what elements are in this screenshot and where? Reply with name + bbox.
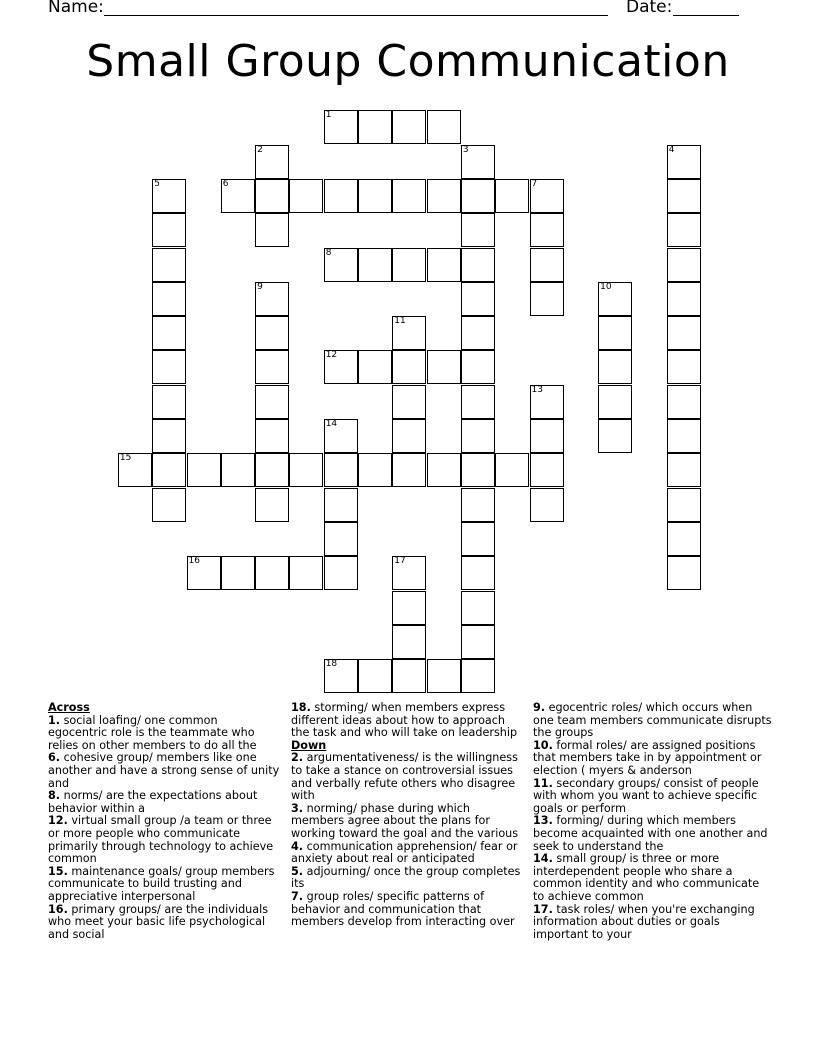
clue-item-text: egocentric roles/ which occurs when one team members communicate disrupts the groups [533, 701, 772, 740]
clue-item [533, 853, 773, 903]
grid-cell[interactable] [324, 453, 358, 487]
clue-number: 3 [462, 144, 469, 155]
clue-number: 6 [222, 178, 229, 189]
clue-item-number: 2. [291, 751, 304, 765]
grid-cell[interactable] [324, 522, 358, 556]
grid-cell[interactable] [461, 282, 495, 316]
grid-cell[interactable] [461, 316, 495, 350]
grid-cell[interactable] [255, 556, 289, 590]
grid-cell[interactable] [324, 248, 358, 282]
clue-item [291, 841, 523, 866]
grid-cell[interactable] [152, 248, 186, 282]
grid-cell[interactable] [427, 248, 461, 282]
grid-cell[interactable] [152, 350, 186, 384]
date-label: Date: [626, 0, 673, 17]
clue-number: 5 [154, 178, 160, 189]
clue-item-number: 5. [291, 864, 304, 878]
grid-cell[interactable] [152, 453, 186, 487]
grid-cell[interactable] [152, 419, 186, 453]
clue-number: 18 [325, 659, 338, 670]
clue-number: 16 [188, 556, 200, 567]
grid-cell[interactable] [530, 419, 564, 453]
clue-item-text: forming/ during which members become acquainted with one another and seek to understand the [533, 814, 768, 853]
grid-cell[interactable] [461, 350, 495, 384]
clue-item [533, 778, 773, 816]
clue-item-number: 11. [533, 776, 553, 790]
grid-cell[interactable] [255, 453, 289, 487]
clue-item-text: norms/ are the expectations about behavior within a [48, 789, 258, 815]
clue-number: 1 [325, 110, 332, 121]
clue-item-number: 17. [533, 902, 553, 916]
grid-cell[interactable] [667, 248, 701, 282]
grid-cell[interactable] [530, 385, 564, 419]
grid-cell[interactable] [152, 316, 186, 350]
grid-cell[interactable] [392, 591, 426, 625]
clue-item-number: 8. [48, 789, 61, 803]
clue-number: 11 [394, 316, 406, 327]
grid-cell[interactable] [461, 419, 495, 453]
grid-cell[interactable] [152, 385, 186, 419]
grid-cell[interactable] [392, 316, 426, 350]
clue-item-number: 12. [48, 814, 68, 828]
grid-cell[interactable] [152, 179, 186, 213]
grid-cell[interactable] [427, 110, 461, 144]
grid-cell[interactable] [667, 556, 701, 590]
grid-cell[interactable] [118, 453, 152, 487]
grid-cell[interactable] [187, 556, 221, 590]
grid-cell[interactable] [461, 556, 495, 590]
grid-cell[interactable] [461, 248, 495, 282]
name-label: Name: [48, 0, 104, 17]
grid-cell[interactable] [667, 282, 701, 316]
clue-item-number: 16. [48, 902, 68, 916]
grid-cell[interactable] [461, 522, 495, 556]
clue-number: 2 [257, 144, 263, 155]
grid-cell[interactable] [221, 179, 255, 213]
grid-cell[interactable] [358, 453, 392, 487]
grid-cell[interactable] [392, 385, 426, 419]
grid-cell[interactable] [530, 179, 564, 213]
clue-item [533, 815, 773, 853]
grid-cell[interactable] [530, 282, 564, 316]
clue-item-text: storming/ when members express different ideas about how to approach the task and who will take on leadership [291, 701, 518, 740]
grid-cell[interactable] [598, 282, 632, 316]
grid-cell[interactable] [392, 625, 426, 659]
clue-item-number: 14. [533, 852, 553, 866]
clue-item [291, 803, 523, 841]
grid-cell[interactable] [324, 179, 358, 213]
grid-cell[interactable] [461, 385, 495, 419]
grid-cell[interactable] [324, 110, 358, 144]
down-clue-list-cont [533, 702, 773, 941]
grid-cell[interactable] [667, 522, 701, 556]
clue-item [48, 815, 280, 865]
clue-item [48, 866, 280, 904]
grid-cell[interactable] [255, 350, 289, 384]
clue-number: 10 [600, 281, 612, 292]
clue-item-text: small group/ is three or more interdependent people who share a common identity and who communicate to achieve common [533, 852, 760, 903]
grid-cell[interactable] [461, 488, 495, 522]
grid-cell[interactable] [358, 110, 392, 144]
clue-item-text: social loafing/ one common egocentric role is the teammate who relies on other members to do all the [48, 713, 257, 752]
clue-number: 13 [531, 384, 543, 395]
grid-cell[interactable] [255, 316, 289, 350]
clue-item-number: 9. [533, 701, 546, 714]
clue-item [291, 702, 523, 740]
clues-column-1 [48, 702, 280, 941]
grid-cell[interactable] [598, 350, 632, 384]
grid-cell[interactable] [495, 453, 529, 487]
clue-item [533, 740, 773, 778]
grid-cell[interactable] [152, 213, 186, 247]
grid-cell[interactable] [667, 145, 701, 179]
clue-number: 9 [257, 281, 263, 292]
grid-cell[interactable] [667, 453, 701, 487]
grid-cell[interactable] [598, 316, 632, 350]
grid-cell[interactable] [392, 179, 426, 213]
grid-cell[interactable] [461, 625, 495, 659]
grid-cell[interactable] [427, 179, 461, 213]
grid-cell[interactable] [530, 248, 564, 282]
grid-cell[interactable] [392, 248, 426, 282]
clue-item [48, 752, 280, 790]
down-heading: Down [291, 738, 327, 752]
grid-cell[interactable] [461, 179, 495, 213]
clue-item-number: 4. [291, 839, 304, 853]
clue-item [291, 752, 523, 802]
clue-item-number: 13. [533, 814, 553, 828]
page-title: Small Group Communication [86, 36, 730, 87]
clue-item-number: 10. [533, 738, 553, 752]
grid-cell[interactable] [255, 419, 289, 453]
clue-item-number: 6. [48, 751, 61, 765]
clue-number: 7 [531, 178, 538, 189]
grid-cell[interactable] [358, 659, 392, 693]
clue-item [533, 904, 773, 942]
across-heading: Across [48, 701, 90, 714]
grid-cell[interactable] [461, 213, 495, 247]
grid-cell[interactable] [392, 556, 426, 590]
grid-cell[interactable] [392, 659, 426, 693]
clue-item [533, 702, 773, 740]
grid-cell[interactable] [530, 453, 564, 487]
clues-column-3 [533, 702, 773, 941]
clue-item [48, 715, 280, 753]
grid-cell[interactable] [255, 385, 289, 419]
grid-cell[interactable] [324, 488, 358, 522]
clue-item-number: 15. [48, 864, 68, 878]
clue-number: 12 [325, 350, 338, 361]
grid-cell[interactable] [667, 316, 701, 350]
grid-cell[interactable] [221, 556, 255, 590]
clue-item-text: primary groups/ are the individuals who meet your basic life psychological and social [48, 902, 269, 941]
clue-number: 17 [394, 556, 406, 567]
clue-item-text: group roles/ specific patterns of behavior and communication that members develop from interacting over [291, 889, 515, 929]
clue-item [291, 891, 523, 929]
grid-cell[interactable] [255, 282, 289, 316]
grid-cell[interactable] [598, 385, 632, 419]
clue-item-text: argumentativeness/ is the willingness to take a stance on controversial issues and verbally refute others who disagree with [291, 751, 518, 803]
clues-column-2 [291, 702, 523, 929]
grid-cell[interactable] [392, 350, 426, 384]
grid-cell[interactable] [324, 556, 358, 590]
clue-item-number: 1. [48, 713, 61, 727]
clue-item-text: formal roles/ are assigned positions that members take in by appointment or election ( myers & anderson [533, 738, 762, 777]
grid-cell[interactable] [667, 488, 701, 522]
grid-cell[interactable] [152, 282, 186, 316]
grid-cell[interactable] [324, 419, 358, 453]
grid-cell[interactable] [667, 385, 701, 419]
grid-cell[interactable] [667, 213, 701, 247]
grid-cell[interactable] [255, 179, 289, 213]
grid-cell[interactable] [324, 659, 358, 693]
clue-item-number: 7. [291, 889, 304, 903]
grid-cell[interactable] [530, 213, 564, 247]
grid-cell[interactable] [667, 179, 701, 213]
clue-item-text: communication apprehension/ fear or anxiety about real or anticipated [291, 839, 518, 866]
clue-number: 4 [668, 144, 675, 155]
grid-cell[interactable] [187, 453, 221, 487]
grid-cell[interactable] [324, 350, 358, 384]
grid-cell[interactable] [598, 419, 632, 453]
grid-cell[interactable] [289, 179, 323, 213]
clue-item [291, 866, 523, 891]
grid-cell[interactable] [530, 488, 564, 522]
clue-item-text: secondary groups/ consist of people with whom you want to achieve specific goals or perform [533, 776, 759, 815]
grid-cell[interactable] [289, 453, 323, 487]
across-clue-list [48, 715, 280, 942]
grid-cell[interactable] [221, 453, 255, 487]
grid-cell[interactable] [358, 350, 392, 384]
grid-cell[interactable] [289, 556, 323, 590]
grid-cell[interactable] [392, 453, 426, 487]
grid-cell[interactable] [427, 659, 461, 693]
grid-cell[interactable] [495, 179, 529, 213]
down-clue-list [291, 752, 523, 928]
clue-item-text: norming/ phase during which members agree about the plans for working toward the goal and the various [291, 801, 519, 840]
grid-cell[interactable] [392, 419, 426, 453]
clue-item-text: adjourning/ once the group completes its [291, 864, 521, 891]
grid-cell[interactable] [255, 145, 289, 179]
grid-cell[interactable] [461, 659, 495, 693]
clue-item-number: 18. [291, 701, 311, 714]
across-clue-list-cont [291, 702, 523, 740]
grid-cell[interactable] [461, 145, 495, 179]
grid-cell[interactable] [358, 179, 392, 213]
clue-number: 14 [325, 419, 338, 429]
grid-cell[interactable] [427, 453, 461, 487]
grid-cell[interactable] [392, 110, 426, 144]
clue-item-text: maintenance goals/ group members communicate to build trusting and appreciative interpersonal [48, 864, 275, 903]
clue-item [48, 790, 280, 815]
clue-item-text: task roles/ when you're exchanging information about duties or goals important to your [533, 902, 755, 941]
clue-item-text: cohesive group/ members like one another and have a strong sense of unity and [48, 751, 280, 790]
clue-item-number: 3. [291, 801, 304, 815]
grid-cell[interactable] [461, 591, 495, 625]
grid-cell[interactable] [667, 419, 701, 453]
clue-number: 8 [325, 247, 332, 258]
grid-cell[interactable] [667, 350, 701, 384]
clue-item-text: virtual small group /a team or three or more people who communicate primarily through technology to achieve common [48, 814, 274, 866]
clue-number: 15 [119, 453, 132, 464]
grid-cell[interactable] [255, 213, 289, 247]
grid-cell[interactable] [255, 488, 289, 522]
grid-cell[interactable] [358, 248, 392, 282]
grid-cell[interactable] [461, 453, 495, 487]
grid-cell[interactable] [152, 488, 186, 522]
clue-item [48, 904, 280, 942]
grid-cell[interactable] [427, 350, 461, 384]
